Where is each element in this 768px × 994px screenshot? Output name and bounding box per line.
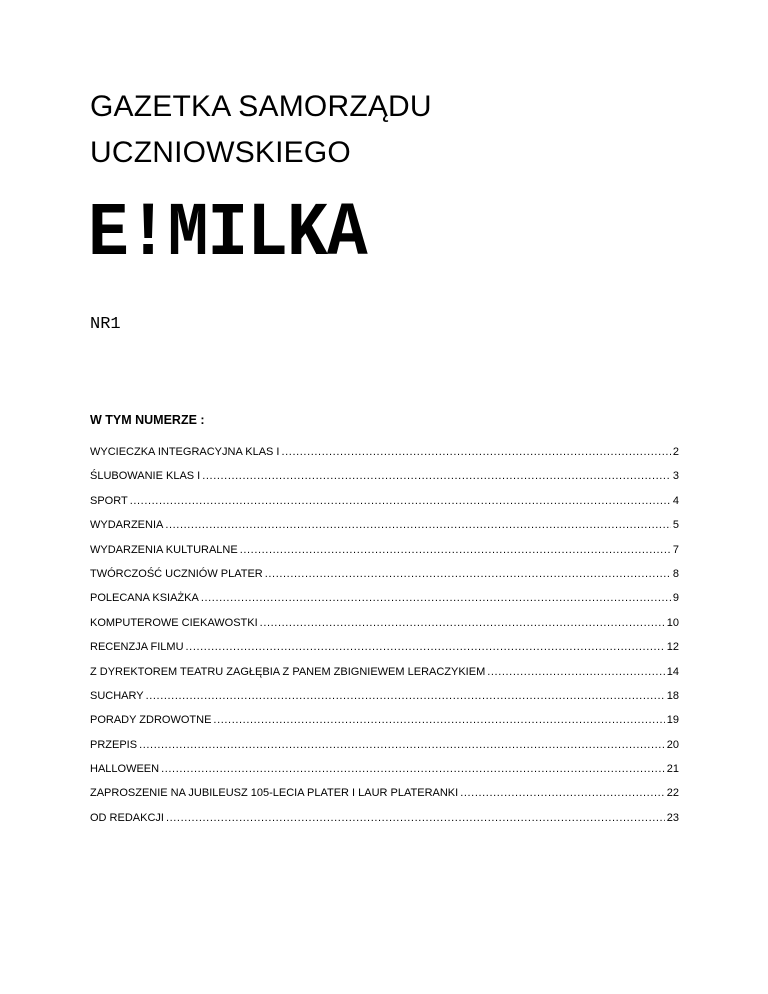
toc-entry-label: PRZEPIS	[90, 738, 138, 751]
dot-leader	[213, 712, 664, 728]
toc-entry[interactable]	[90, 493, 679, 517]
heading-line-2: UCZNIOWSKIEGO	[90, 136, 351, 169]
toc-entry[interactable]	[90, 737, 679, 761]
toc-entry[interactable]	[90, 615, 679, 639]
toc-entry-label: Z DYREKTOREM TEATRU ZAGŁĘBIA Z PANEM ZBIGNIEWEM LERACZYKIEM	[90, 665, 486, 678]
table-of-contents	[90, 444, 679, 834]
dot-leader	[260, 615, 665, 631]
dot-leader	[186, 639, 665, 655]
toc-entry[interactable]	[90, 688, 679, 712]
heading-line-1: GAZETKA SAMORZĄDU	[90, 90, 432, 123]
toc-entry-page: 22	[666, 787, 679, 800]
toc-entry[interactable]	[90, 639, 679, 663]
dot-leader	[166, 810, 665, 826]
dot-leader	[240, 542, 671, 558]
toc-entry-label: PORADY ZDROWOTNE	[90, 714, 212, 727]
toc-entry-page: 2	[672, 446, 679, 458]
toc-entry-page: 3	[672, 470, 679, 483]
dot-leader	[146, 688, 665, 704]
toc-title: W TYM NUMERZE :	[90, 413, 205, 427]
toc-entry[interactable]	[90, 542, 679, 566]
toc-entry-label: TWÓRCZOŚĆ UCZNIÓW PLATER	[90, 567, 263, 580]
toc-entry[interactable]	[90, 785, 679, 809]
masthead-title: E!MILKA	[88, 191, 367, 278]
dot-leader	[139, 737, 665, 753]
toc-entry[interactable]	[90, 664, 679, 688]
toc-entry[interactable]	[90, 468, 679, 492]
toc-entry-page: 5	[672, 519, 679, 532]
toc-entry[interactable]	[90, 590, 679, 614]
dot-leader	[487, 664, 665, 680]
toc-entry-label: KOMPUTEROWE CIEKAWOSTKI	[90, 616, 258, 629]
toc-entry-label: ŚLUBOWANIE KLAS I	[90, 470, 201, 483]
toc-entry-label: ZAPROSZENIE NA JUBILEUSZ 105-LECIA PLATER I LAUR PLATERANKI	[90, 787, 459, 800]
toc-entry[interactable]	[90, 761, 679, 785]
dot-leader	[202, 468, 671, 484]
toc-entry-page: 14	[666, 665, 679, 678]
dot-leader	[161, 761, 665, 777]
toc-entry-page: 20	[666, 738, 679, 751]
dot-leader	[282, 444, 671, 460]
toc-entry[interactable]	[90, 566, 679, 590]
toc-entry-page: 4	[672, 494, 679, 507]
toc-entry-page: 10	[666, 616, 679, 629]
toc-entry-label: WYDARZENIA	[90, 519, 164, 532]
toc-entry-label: SUCHARY	[90, 689, 144, 702]
toc-entry-label: HALLOWEEN	[90, 763, 160, 776]
toc-entry-page: 9	[672, 592, 679, 605]
toc-entry-page: 23	[666, 811, 679, 824]
dot-leader	[460, 785, 665, 801]
toc-entry-page: 7	[672, 543, 679, 556]
dot-leader	[201, 590, 671, 606]
toc-entry[interactable]	[90, 712, 679, 736]
toc-entry-label: WYDARZENIA KULTURALNE	[90, 543, 238, 556]
newsletter-heading	[90, 84, 432, 176]
toc-entry-page: 19	[666, 714, 679, 727]
toc-entry-label: RECENZJA FILMU	[90, 641, 184, 654]
toc-entry-label: POLECANA KSIAŻKA	[90, 592, 199, 605]
issue-number: NR1	[90, 315, 121, 334]
dot-leader	[265, 566, 671, 582]
toc-entry-page: 21	[666, 763, 679, 776]
toc-entry[interactable]	[90, 444, 679, 468]
toc-entry-label: OD REDAKCJI	[90, 811, 164, 824]
toc-entry-label: WYCIECZKA INTEGRACYJNA KLAS I	[90, 446, 280, 458]
toc-entry[interactable]	[90, 810, 679, 834]
dot-leader	[165, 517, 671, 533]
toc-entry-page: 8	[672, 567, 679, 580]
toc-entry-page: 12	[666, 641, 679, 654]
toc-entry-page: 18	[666, 689, 679, 702]
dot-leader	[130, 493, 671, 509]
toc-entry-label: SPORT	[90, 494, 128, 507]
toc-entry[interactable]	[90, 517, 679, 541]
